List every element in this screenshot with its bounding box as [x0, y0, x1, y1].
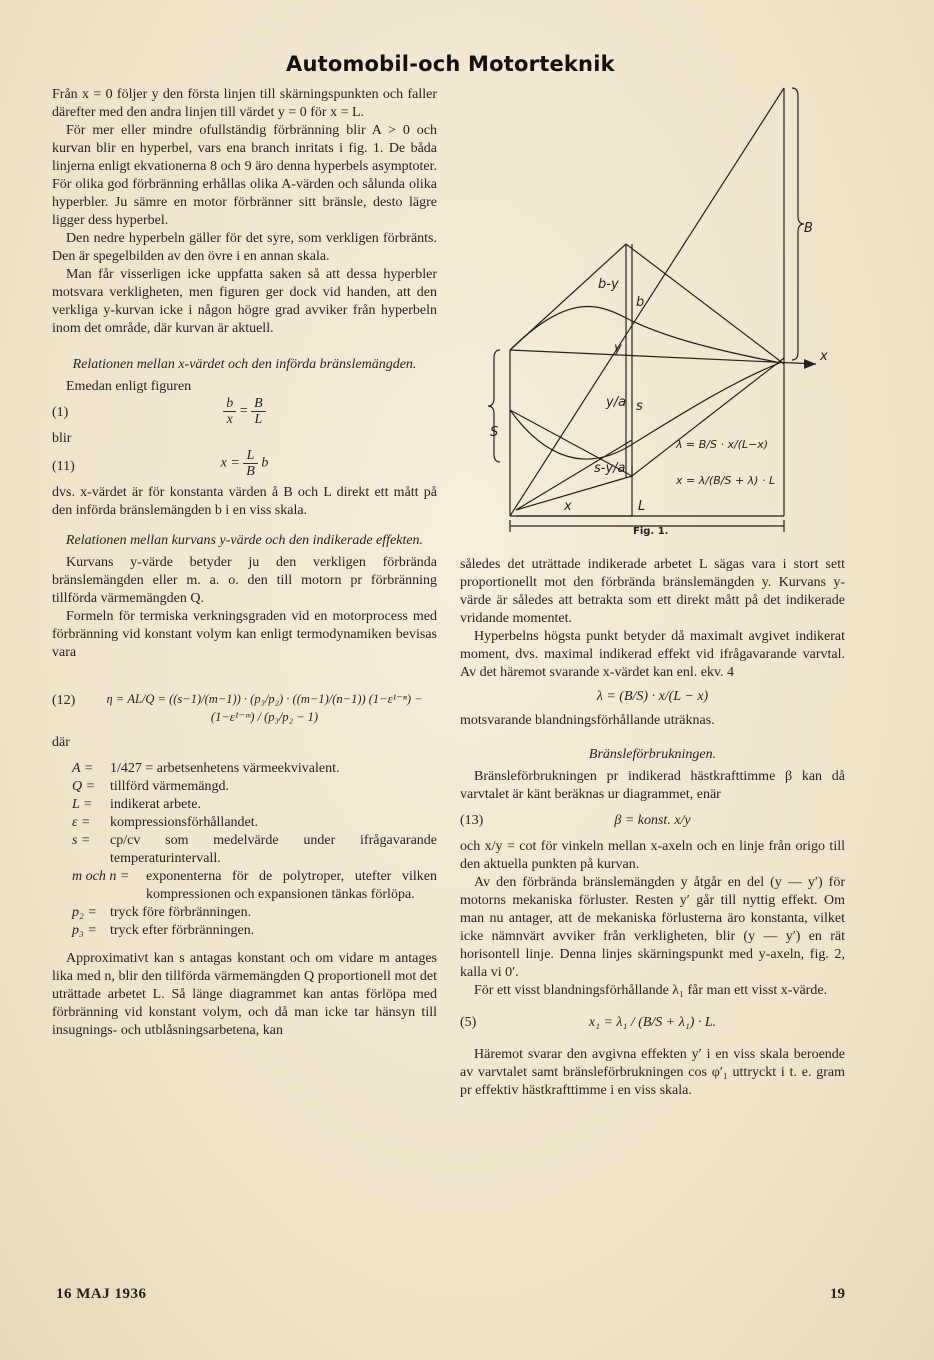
paragraph: Emedan enligt figuren — [66, 379, 192, 394]
label-x-axis: x — [820, 349, 828, 364]
page-number: 19 — [830, 1286, 845, 1302]
paragraph: Häremot svarar den avgivna effekten y′ i en viss skala beroende av varvtalet samt bränsleförbrukningen cos φ′₁ uttryckt i t. e. gram pr effektiv hästkrafttimme i en viss skala. — [460, 1047, 845, 1098]
paragraph: där — [52, 735, 70, 750]
brace-B — [792, 88, 804, 360]
section-heading: Relationen mellan x-värdet och den införda bränslemängden. — [72, 357, 417, 372]
label-s: s — [636, 399, 643, 414]
paragraph: Formeln för termiska verkningsgraden vid en motorprocess med förbränning vid konstant volym kan enligt termodynamiken bevisas vara — [52, 609, 437, 660]
section-heading: Bränsleförbrukningen. — [588, 747, 717, 762]
paragraph: Av den förbrända bränslemängden y åtgår en del (y — y′) för motorns mekaniska förluster. Resten y′ går till nyttig effekt. Om man nu antager, att de mekaniska förlusterna äro konstanta, vilket icke nämnvärt avviker från verkligheten, blir (y — y′) en rät horisontell linje. Denna linjes skärningspunkt med y-axeln, fig. 2, kalla vi 0′. — [460, 875, 845, 980]
section-heading: Relationen mellan kurvans y-värde och den indikerade effekten. — [65, 533, 424, 548]
paragraph: blir — [52, 431, 72, 446]
footer-date: 16 MAJ 1936 — [56, 1286, 147, 1302]
x-axis — [510, 350, 816, 364]
label-B: B — [804, 221, 813, 236]
paragraph: Bränsleförbrukningen pr indikerad hästkrafttimme β kan då varvtalet är känt beräknas ur diagrammet, enär — [460, 769, 845, 802]
equation-5: (5) x₁ = λ₁ / (B/S + λ₁) · L. — [460, 1015, 717, 1030]
label-x-equation: x = λ/(B/S + λ) · L — [676, 474, 776, 487]
definition-item: ε = kompressionsförhållandet. — [72, 815, 259, 830]
paragraph: motsvarande blandningsförhållande uträknas. — [460, 713, 715, 728]
paragraph: För mer eller mindre ofullständig förbränning blir A > 0 och kurvan blir en hyperbel, vars ena branch inritats i fig. 1. De båda linjerna enligt ekvationerna 8 och 9 äro denna hyperbels asymptoter. För olika god förbränning erhållas olika A-värden och sålunda olika hyperbler. Ju sämre en motor förbränner sitt bränsle, desto lägre ligger dess hyperbel. — [52, 123, 437, 228]
figure-caption: Fig. 1. — [633, 526, 669, 537]
label-S: S — [490, 425, 499, 440]
label-y: y — [614, 341, 622, 356]
label-lambda-equation: λ = B/S · x/(L−x) — [676, 438, 769, 451]
definition-item: m och n = exponenterna för de polytroper, utefter vilken kompressionen och expansionen tänkas förlöpa. — [72, 869, 437, 902]
paragraph: Kurvans y-värde betyder ju den verkligen förbrända bränslemängden eller m. a. o. den till motorn pr förbränning tillförda värmemängden Q. — [52, 555, 437, 606]
paragraph: och x/y = cot för vinkeln mellan x-axeln och en linje från origo till den aktuella punkten på kurvan. — [460, 839, 845, 872]
paragraph: Hyperbelns högsta punkt betyder då maximalt avgivet indikerat moment, dvs. maximal indikerad effekt vid ifrågavarande varvtal. Av det häremot svarande x-värdet kan enl. ekv. 4 — [460, 629, 845, 680]
definition-item: s = cp/cv som medelvärde under ifrågavarande temperaturintervall. — [72, 833, 437, 866]
equation-number: (11) — [52, 459, 75, 474]
figure-1-diagram — [486, 80, 846, 560]
equation-1: (1) $\frac{b}{x}$ = $\frac{B}{L}$ — [52, 396, 437, 430]
equation-number: (13) — [460, 813, 484, 828]
paragraph: Från x = 0 följer y den första linjen till skärningspunkten och faller därefter med den andra linjen till värdet y = 0 för x = L. — [52, 87, 437, 120]
equation-lambda: λ = (B/S) · x/(L − x) — [596, 689, 709, 704]
paragraph: dvs. x-värdet är för konstanta värden å B och L direkt ett mått på den införda bränslemängden b i en viss skala. — [52, 485, 437, 518]
label-L: L — [638, 499, 646, 514]
label-x: x — [564, 499, 572, 514]
definition-list — [52, 760, 437, 940]
paragraph: Den nedre hyperbeln gäller för det syre, som verkligen förbränts. Den är spegelbilden av den övre i en annan skala. — [52, 231, 437, 264]
equation-number: (1) — [52, 405, 69, 420]
equation-11: (11) x = $\frac{L}{B}$ b — [52, 448, 269, 479]
right-column — [460, 556, 845, 1100]
fraction: $\frac{B}{L}$ — [251, 396, 266, 427]
definition-item: p₃ = tryck efter förbränningen. — [72, 923, 255, 938]
fraction: $\frac{L}{B}$ — [243, 448, 258, 479]
label-y-over-a: y/a — [606, 395, 627, 410]
left-column — [52, 86, 437, 1040]
label-b-minus-y: b-y — [598, 277, 619, 292]
upper-hyperbola — [510, 307, 776, 362]
definition-item: A = 1/427 = arbetsenhetens värmeekvivalent. — [72, 761, 340, 776]
fraction: $\frac{b}{x}$ — [223, 396, 236, 427]
equation-13: (13) β = konst. x/y — [460, 813, 691, 828]
paragraph: För ett visst blandningsförhållande λ₁ får man ett visst x-värde. — [474, 983, 828, 998]
equation-number: (5) — [460, 1015, 477, 1030]
page-header: Automobil-och Motorteknik — [286, 52, 615, 76]
brace-S — [488, 350, 500, 462]
definition-item: Q = tillförd värmemängd. — [72, 779, 229, 794]
x-axis-arrow — [804, 359, 816, 369]
equation-body: η = AL/Q = ((s−1)/(m−1)) · (p₃/p₂) · ((m−1)/(n−1)) (1−ε¹⁻ⁿ) − (1−ε¹⁻ᵐ) / (p₃/p₂ − 1) — [106, 692, 423, 724]
label-b: b — [636, 295, 645, 310]
paragraph: Approximativt kan s antagas konstant och om vidare m antages lika med n, blir den tillförda värmemängden Q proportionell mot det uträttade arbetet L. Så länge diagrammet kan antas förlöpa med förbränning vid konstant volym, och då man icke tar hänsyn till insugnings- och utblåsningsarbetena, kan — [52, 951, 437, 1038]
paragraph: Man får visserligen icke uppfatta saken så att dessa hyperbler motsvara verkligheten, men figuren ger dock vid handen, att den verkliga y-kurvan icke i någon högre grad avviker från hyperbeln inom det område, där kurvan är aktuell. — [52, 267, 437, 336]
definition-item: p₂ = tryck före förbränningen. — [72, 905, 252, 920]
label-s-minus-y-over-a: s-y/a — [594, 461, 626, 476]
paragraph: således det uträttade indikerade arbetet L sägas vara i stort sett proportionellt mot den förbrända bränslemängden y. Kurvans y-värde är således att betrakta som ett direkt mått på det indikerade vridande momentet. — [460, 557, 845, 626]
equation-12 — [52, 668, 437, 734]
definition-item: L = indikerat arbete. — [72, 797, 201, 812]
equation-number: (12) — [52, 693, 76, 708]
diagonal-line — [510, 88, 784, 516]
